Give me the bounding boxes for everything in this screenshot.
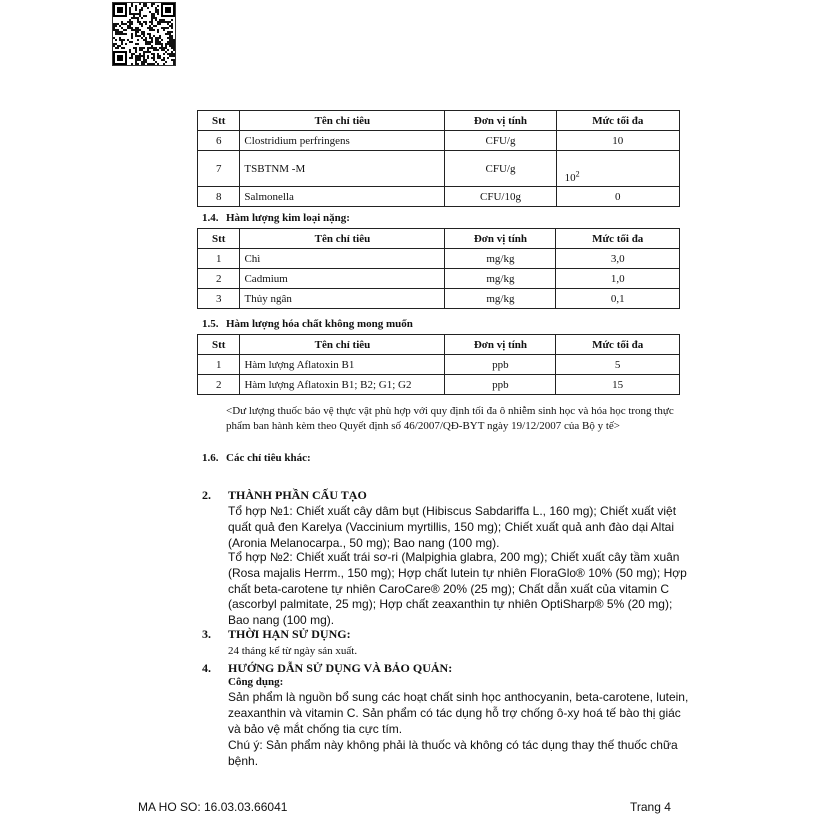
section-title: HƯỚNG DẪN SỬ DỤNG VÀ BẢO QUẢN: bbox=[228, 661, 453, 675]
cell-max: 10 bbox=[556, 131, 679, 151]
section-number: 2. bbox=[202, 488, 211, 502]
table-row bbox=[198, 249, 680, 269]
heavy-metals-table bbox=[197, 228, 680, 309]
cell-max-base: $10^2$ bbox=[564, 169, 580, 184]
pesticide-note: <Dư lượng thuốc bảo vệ thực vật phù hợp với quy định tối đa ô nhiễm sinh học và hóa học trong thực phẩm ban hành kèm theo Quyết định số 46/2007/QĐ-BYT ngày 19/12/2007 của Bộ y tế> bbox=[226, 405, 674, 432]
cell-stt: 2 bbox=[198, 375, 240, 395]
section-number: 1.6. bbox=[202, 452, 219, 464]
section-3-heading bbox=[202, 627, 351, 642]
table-row bbox=[198, 151, 680, 187]
footer-page-number: Trang 4 bbox=[630, 800, 671, 814]
section-title: Hàm lượng hóa chất không mong muốn bbox=[226, 318, 413, 330]
cell-name: Hàm lượng Aflatoxin B1 bbox=[240, 355, 445, 375]
section-1-5-heading bbox=[202, 318, 413, 330]
cell-max: 1,0 bbox=[556, 269, 680, 289]
section-number: 3. bbox=[202, 627, 211, 641]
col-header-max: Mức tối đa bbox=[556, 111, 679, 131]
col-header-name: Tên chỉ tiêu bbox=[240, 229, 445, 249]
section-2-heading bbox=[202, 488, 367, 503]
cell-name: Clostridium perfringens bbox=[240, 131, 445, 151]
footer-file-code: MA HO SO: 16.03.03.66041 bbox=[138, 800, 288, 814]
section-4-heading bbox=[202, 661, 452, 676]
col-header-stt: Stt bbox=[198, 335, 240, 355]
col-header-unit: Đơn vị tính bbox=[445, 335, 556, 355]
table-row bbox=[198, 269, 680, 289]
section-1-4-heading bbox=[202, 212, 350, 224]
composition-paragraph-2: Tổ hợp №2: Chiết xuất trái sơ-ri (Malpighia glabra, 200 mg); Chiết xuất cây tầm xuân (Rosa majalis Herrm., 150 mg); Hợp chất lutein tự nhiên FloraGlo® 10% (50 mg); Hợp chất beta-carotene tự nhiên CaroCare® 20% (25 mg); Chất dẫn xuất của vitamin C (ascorbyl palmitate, 25 mg); Hợp chất zeaxanthin tự nhiên OptiSharp® 5% (20 mg); Bao nang (100 mg). bbox=[228, 550, 687, 628]
cell-stt: 1 bbox=[198, 355, 240, 375]
table-header-row bbox=[198, 335, 680, 355]
table-row bbox=[198, 289, 680, 309]
section-number: 1.4. bbox=[202, 212, 219, 224]
col-header-max: Mức tối đa bbox=[556, 335, 680, 355]
col-header-unit: Đơn vị tính bbox=[445, 229, 556, 249]
cell-max: 15 bbox=[556, 375, 680, 395]
section-title: THỜI HẠN SỬ DỤNG: bbox=[228, 627, 351, 641]
table-header-row bbox=[198, 111, 680, 131]
usage-subheading: Công dụng: bbox=[228, 676, 284, 688]
section-title: Các chỉ tiêu khác: bbox=[226, 452, 311, 464]
cell-stt: 6 bbox=[198, 131, 240, 151]
col-header-stt: Stt bbox=[198, 111, 240, 131]
cell-name: Salmonella bbox=[240, 187, 445, 207]
usage-paragraph-2: Chú ý: Sản phẩm này không phải là thuốc và không có tác dụng thay thế thuốc chữa bệnh. bbox=[228, 738, 678, 768]
cell-name: Cadmium bbox=[240, 269, 445, 289]
shelf-life-text: 24 tháng kể từ ngày sản xuất. bbox=[228, 645, 358, 657]
cell-unit: CFU/10g bbox=[445, 187, 556, 207]
cell-max: 0,1 bbox=[556, 289, 680, 309]
cell-max-exponent: 2 bbox=[575, 169, 580, 179]
section-1-6-heading bbox=[202, 452, 311, 464]
cell-name: Chì bbox=[240, 249, 445, 269]
cell-unit: mg/kg bbox=[445, 289, 556, 309]
cell-unit: ppb bbox=[445, 355, 556, 375]
cell-unit: mg/kg bbox=[445, 269, 556, 289]
cell-stt: 2 bbox=[198, 269, 240, 289]
table-row bbox=[198, 187, 680, 207]
cell-max: 0 bbox=[556, 187, 679, 207]
cell-stt: 1 bbox=[198, 249, 240, 269]
cell-unit: ppb bbox=[445, 375, 556, 395]
cell-unit: mg/kg bbox=[445, 249, 556, 269]
cell-name: Thủy ngân bbox=[240, 289, 445, 309]
qr-code bbox=[112, 2, 176, 66]
cell-stt: 8 bbox=[198, 187, 240, 207]
aflatoxin-table bbox=[197, 334, 680, 395]
col-header-name: Tên chỉ tiêu bbox=[240, 335, 445, 355]
col-header-name: Tên chỉ tiêu bbox=[240, 111, 445, 131]
col-header-stt: Stt bbox=[198, 229, 240, 249]
usage-paragraph-1: Sản phẩm là nguồn bổ sung các hoạt chất sinh học anthocyanin, beta-carotene, lutein, zeaxanthin và vitamin C. Sản phẩm có tác dụng hỗ trợ chống ô-xy hoá tế bào thị giác và bảo vệ mắt chống tia cực tím. bbox=[228, 690, 689, 736]
table-header-row bbox=[198, 229, 680, 249]
cell-stt: 7 bbox=[198, 151, 240, 187]
table-row bbox=[198, 131, 680, 151]
composition-paragraph-1: Tổ hợp №1: Chiết xuất cây dâm bụt (Hibiscus Sabdariffa L., 160 mg); Chiết xuất việt quất quả đen Karelya (Vaccinium myrtillis, 150 mg); Chiết xuất quả anh đào dại Altai (Aronia Melanocarpa., 50 mg); Bao nang (100 mg). bbox=[228, 504, 677, 550]
cell-max: 3,0 bbox=[556, 249, 680, 269]
cell-unit: CFU/g bbox=[445, 151, 556, 187]
table-row bbox=[198, 375, 680, 395]
col-header-max: Mức tối đa bbox=[556, 229, 680, 249]
section-number: 1.5. bbox=[202, 318, 219, 330]
table-row bbox=[198, 355, 680, 375]
microbiology-table bbox=[197, 110, 680, 207]
cell-stt: 3 bbox=[198, 289, 240, 309]
cell-name: TSBTNM -M bbox=[240, 151, 445, 187]
section-number: 4. bbox=[202, 661, 211, 675]
cell-name: Hàm lượng Aflatoxin B1; B2; G1; G2 bbox=[240, 375, 445, 395]
section-title: Hàm lượng kim loại nặng: bbox=[226, 212, 350, 224]
col-header-unit: Đơn vị tính bbox=[445, 111, 556, 131]
cell-max: 5 bbox=[556, 355, 680, 375]
section-title: THÀNH PHẦN CẤU TẠO bbox=[228, 488, 367, 502]
cell-unit: CFU/g bbox=[445, 131, 556, 151]
cell-max bbox=[556, 151, 679, 187]
